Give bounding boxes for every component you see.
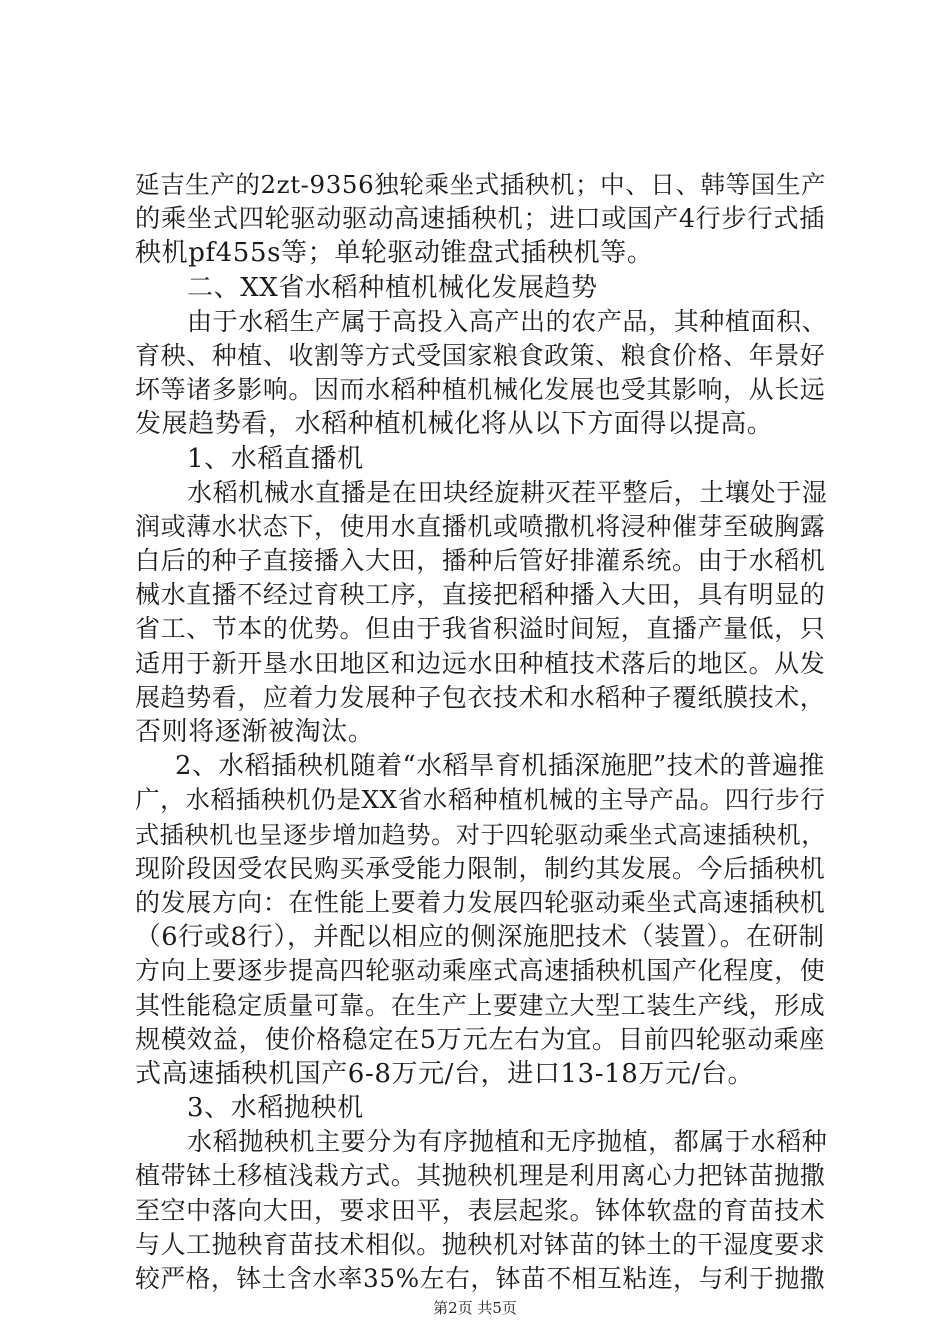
text-line: 延吉生产的2zt-9356独轮乘坐式插秧机；中、日、韩等国生产 — [135, 170, 827, 199]
text-line: 其性能稳定质量可靠。在生产上要建立大型工装生产线，形成 — [135, 990, 826, 1020]
text-line: 与人工抛秧育苗技术相似。抛秧机对钵苗的钵土的干湿度要求 — [135, 1229, 826, 1259]
subsection-heading: 1、水稻直播机 — [187, 443, 364, 474]
text-line: 润或薄水状态下，使用水直播机或喷撒机将浸种催芽至破胸露 — [135, 511, 826, 541]
text-line: 较严格，钵土含水率35%左右，钵苗不相互粘连，与利于抛撒 — [135, 1264, 826, 1293]
text-line: 植带钵土移植浅栽方式。其抛秧机理是利用离心力把钵苗抛撒 — [135, 1161, 826, 1191]
text-line: 适用于新开垦水田地区和边远水田种植技术落后的地区。从发 — [135, 648, 826, 678]
text-line: 广，水稻插秧机仍是XX省水稻种植机械的主导产品。四行步行 — [135, 785, 826, 815]
document-body — [135, 168, 828, 1296]
subsection-heading: 3、水稻抛秧机 — [187, 1093, 364, 1124]
text-line: 否则将逐渐被淘汰。 — [135, 717, 375, 747]
text-line: 水稻机械水直播是在田块经旋耕灭茬平整后，土壤处于湿 — [187, 477, 828, 507]
text-line: 现阶段因受农民购买承受能力限制，制约其发展。今后插秧机 — [135, 853, 826, 883]
text-line: 秧机pf455s等；单轮驱动锥盘式插秧机等。 — [135, 238, 654, 269]
text-line: 械水直播不经过育秧工序，直接把稻种播入大田，具有明显的 — [135, 580, 826, 610]
text-line: 式高速插秧机国产6-8万元/台，进口13-18万元/台。 — [135, 1058, 755, 1089]
text-line: 至空中落向大田，要求田平，表层起浆。钵体软盘的育苗技术 — [135, 1195, 826, 1225]
text-line: 坏等诸多影响。因而水稻种植机械化发展也受其影响，从长远 — [135, 375, 826, 405]
text-line: 方向上要逐步提高四轮驱动乘座式高速插秧机国产化程度，使 — [135, 956, 826, 986]
text-line: 由于水稻生产属于高投入高产出的农产品，其种植面积、 — [187, 306, 828, 336]
text-line: 式插秧机也呈逐步增加趋势。对于四轮驱动乘坐式高速插秧机， — [135, 820, 826, 849]
page-number-label: 第2页 共5页 — [433, 1299, 517, 1317]
text-line: （6行或8行），并配以相应的侧深施肥技术（装置）。在研制 — [135, 922, 825, 953]
text-line: 2、水稻插秧机随着“水稻旱育机插深施肥”技术的普遍推 — [175, 751, 825, 782]
text-line: 的乘坐式四轮驱动驱动高速插秧机；进口或国产4行步行式插 — [135, 204, 826, 234]
text-line: 规模效益，使价格稳定在5万元左右为宜。目前四轮驱动乘座 — [135, 1024, 826, 1054]
text-line: 的发展方向：在性能上要着力发展四轮驱动乘坐式高速插秧机 — [135, 887, 826, 917]
text-line: 水稻抛秧机主要分为有序抛植和无序抛植，都属于水稻种 — [187, 1127, 828, 1157]
page-footer — [0, 1298, 950, 1318]
text-line: 白后的种子直接播入大田，播种后管好排灌系统。由于水稻机 — [135, 546, 826, 576]
text-line: 育秧、种植、收割等方式受国家粮食政策、粮食价格、年景好 — [135, 340, 826, 370]
text-line: 省工、节本的优势。但由于我省积溢时间短，直播产量低，只 — [135, 614, 826, 644]
text-line: 展趋势看，应着力发展种子包衣技术和水稻种子覆纸膜技术， — [135, 682, 826, 712]
text-line: 发展趋势看，水稻种植机械化将从以下方面得以提高。 — [135, 409, 774, 440]
section-heading: 二、XX省水稻种植机械化发展趋势 — [187, 272, 598, 303]
